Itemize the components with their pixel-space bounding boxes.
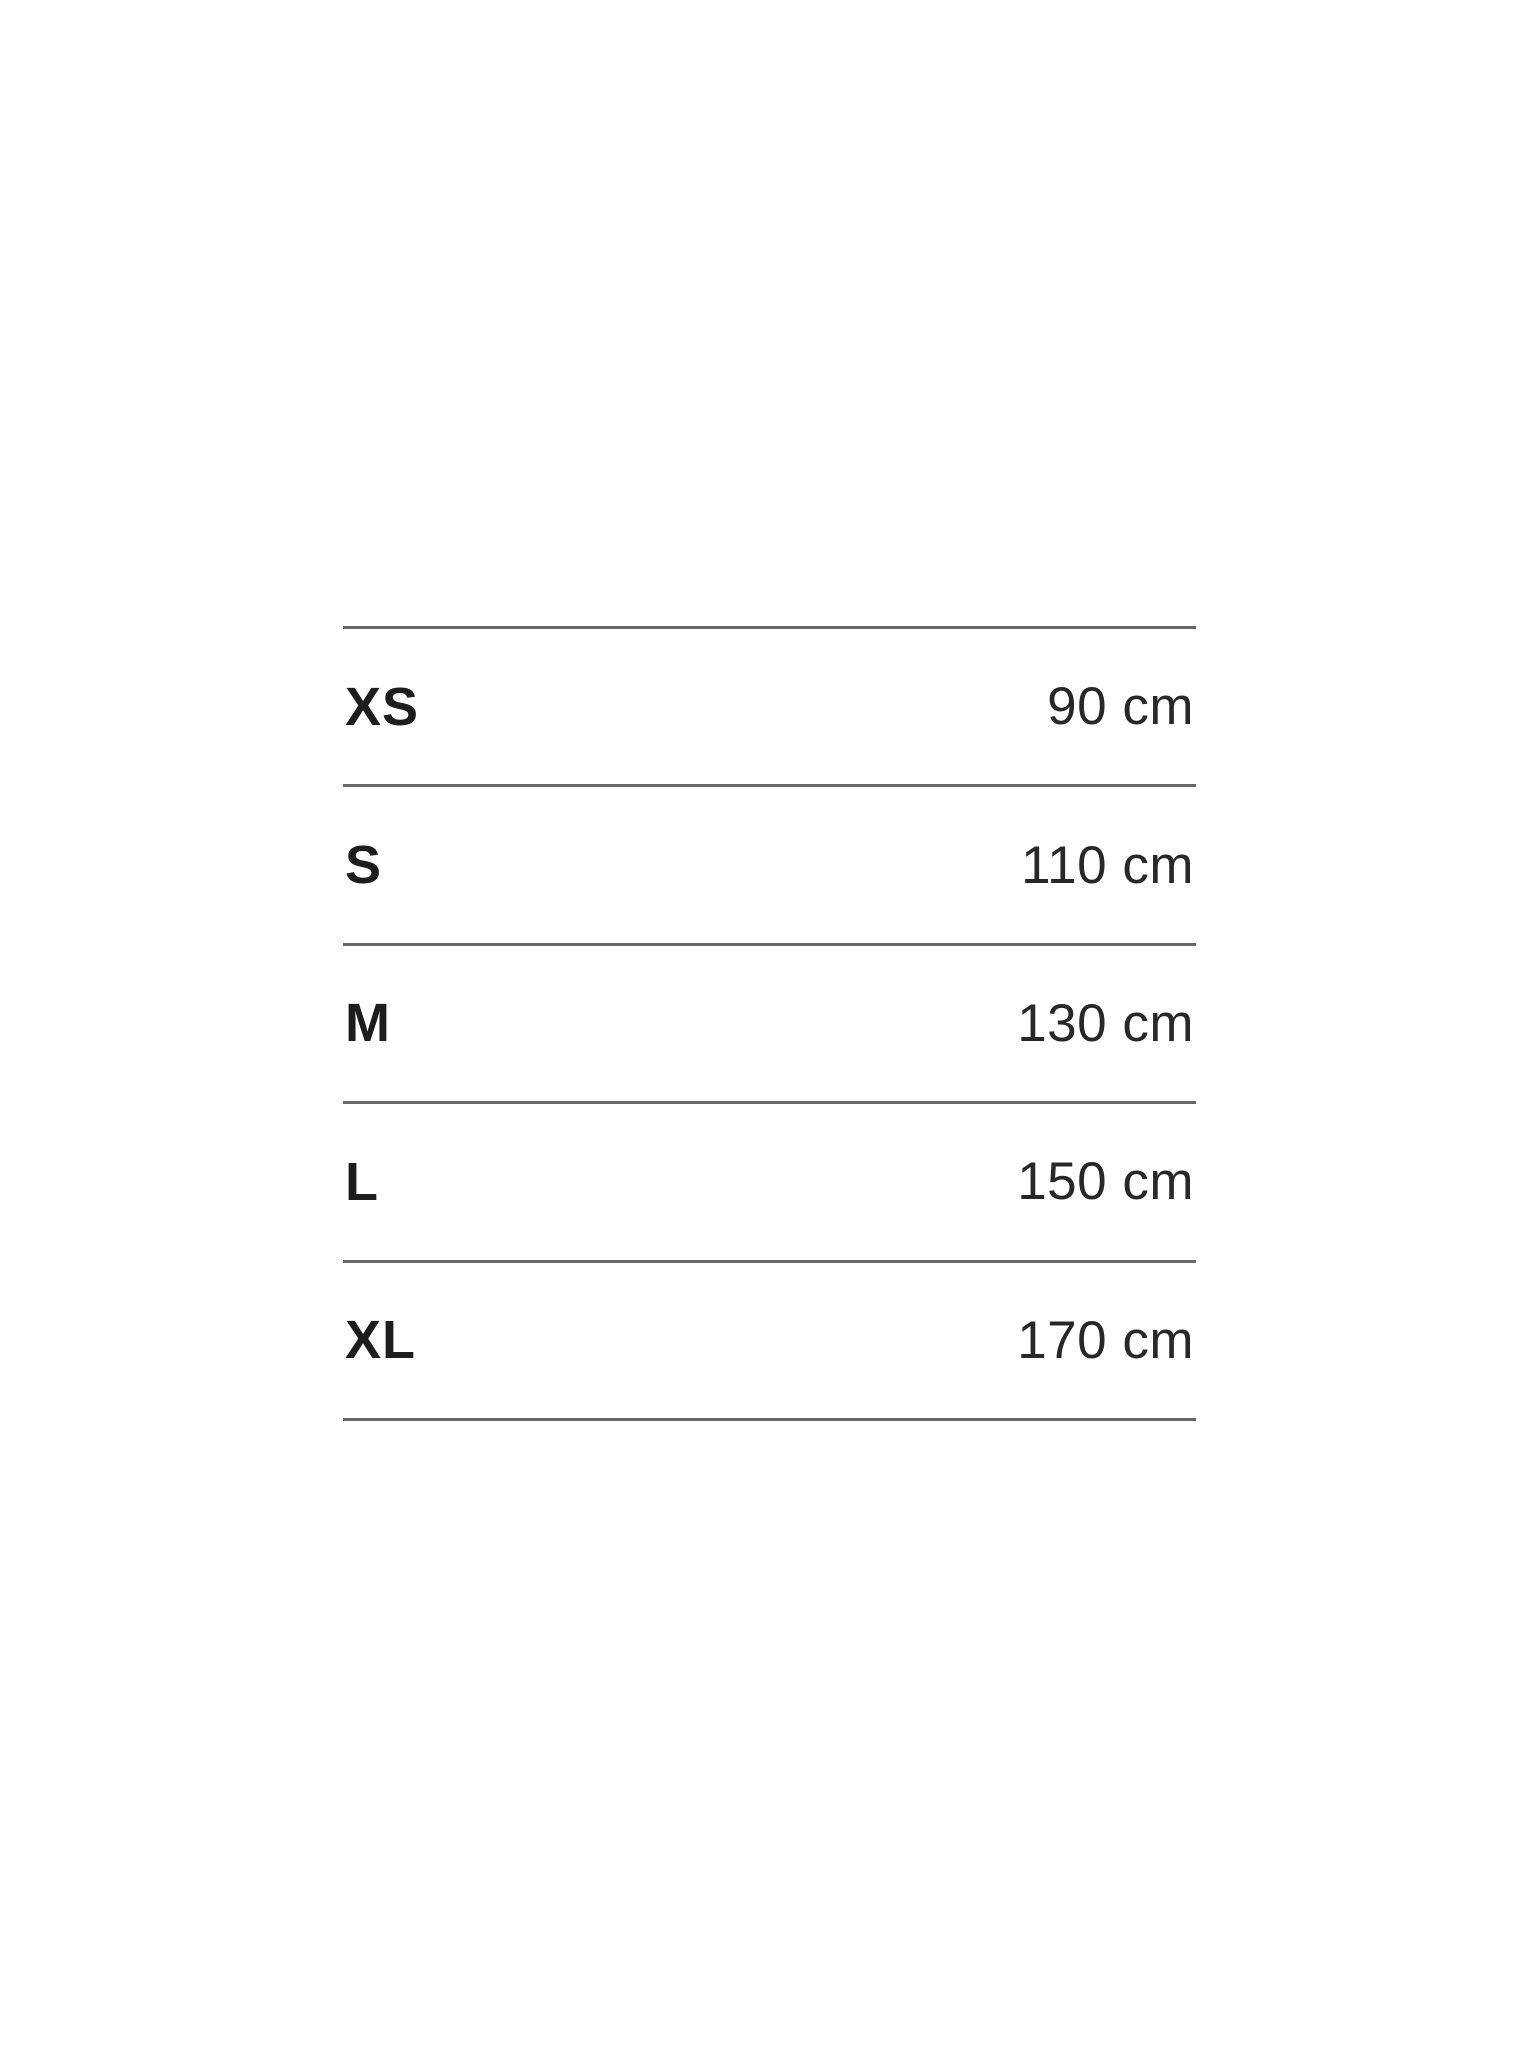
size-chart-table — [343, 626, 1196, 1421]
size-label: XS — [345, 676, 420, 737]
size-row-m — [343, 943, 1196, 1101]
size-row-l — [343, 1101, 1196, 1259]
size-value: 150 cm — [1017, 1152, 1194, 1212]
size-value: 170 cm — [1017, 1310, 1194, 1370]
size-label: S — [345, 835, 383, 896]
size-label: L — [345, 1151, 379, 1212]
size-value: 110 cm — [1021, 835, 1194, 895]
size-value: 90 cm — [1047, 677, 1194, 737]
size-label: M — [345, 993, 391, 1054]
size-value: 130 cm — [1017, 993, 1194, 1053]
size-row-xs — [343, 626, 1196, 784]
size-row-s — [343, 784, 1196, 942]
size-label: XL — [345, 1310, 417, 1371]
size-row-xl — [343, 1260, 1196, 1418]
